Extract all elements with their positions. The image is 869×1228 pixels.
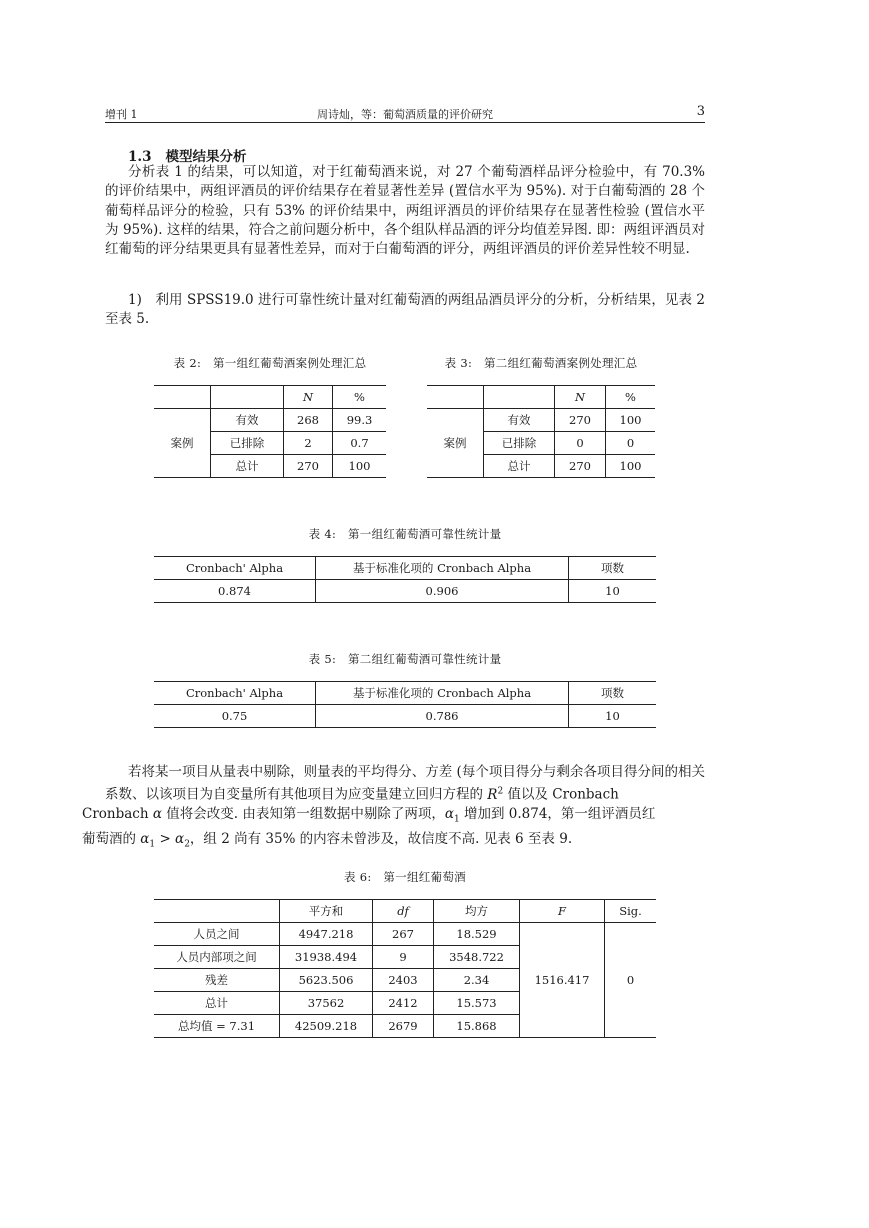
table6	[154, 899, 656, 1038]
table3-row-label: 总计	[484, 455, 555, 478]
table6-cell: 5623.506	[280, 969, 373, 992]
para3-line3b: 值将会改变. 由表知第一组数据中剔除了两项，	[161, 806, 445, 823]
table2-row-label: 已排除	[211, 432, 284, 455]
table5-header: 项数	[569, 682, 657, 705]
table4-cell: 0.874	[218, 584, 251, 598]
table5	[154, 681, 656, 728]
table5-caption: 表 5: 第二组红葡萄酒可靠性统计量	[308, 652, 502, 666]
table2-cell: 270	[284, 455, 333, 478]
table6-caption: 表 6: 第一组红葡萄酒	[344, 870, 466, 884]
table6-header: df	[373, 900, 434, 923]
table6-header: 均方	[434, 900, 520, 923]
table3-col-pct: %	[606, 386, 656, 409]
table2	[154, 385, 386, 478]
table4-header: Cronbach' Alpha	[185, 561, 284, 575]
table4-cell: 0.906	[316, 580, 569, 603]
table2-cell: 0.7	[333, 432, 387, 455]
table6-cell: 15.573	[434, 992, 520, 1015]
table6-sig-value: 0	[605, 923, 657, 1038]
paragraph-reliability	[82, 763, 705, 855]
table6-cell: 37562	[280, 992, 373, 1015]
table6-cell: 4947.218	[280, 923, 373, 946]
table3	[427, 385, 655, 478]
running-title: 周诗灿，等：葡萄酒质量的评价研究	[317, 108, 493, 121]
para3-line2a: 间的相关系数、以该项目为自变量所有其他项目为应变量建立回归方程的	[105, 764, 705, 803]
table6-cell: 9	[373, 946, 434, 969]
table6-cell: 31938.494	[280, 946, 373, 969]
section-heading	[128, 145, 261, 165]
para3-line3a: Cronbach	[82, 806, 153, 823]
table3-cell: 270	[555, 409, 606, 432]
table6-cell: 267	[373, 923, 434, 946]
table2-col-pct: %	[333, 386, 387, 409]
alpha1-symbol: $\alpha_1$	[444, 806, 460, 825]
table2-cell: 99.3	[333, 409, 387, 432]
r-squared-symbol: $R^2$	[487, 786, 504, 803]
table6-cell: 2679	[373, 1015, 434, 1038]
table4-caption: 表 4: 第一组红葡萄酒可靠性统计量	[308, 527, 502, 541]
table3-cell: 0	[555, 432, 606, 455]
table5-header: Cronbach' Alpha	[185, 686, 284, 700]
alpha-symbol: α	[152, 806, 162, 823]
table6-header: Sig.	[605, 900, 657, 923]
running-header	[105, 104, 705, 123]
table6-cell: 15.868	[434, 1015, 520, 1038]
table6-cell: 2.34	[434, 969, 520, 992]
table6-cell: 42509.218	[280, 1015, 373, 1038]
table3-caption: 表 3: 第二组红葡萄酒案例处理汇总	[444, 356, 638, 370]
table3-col-n: N	[555, 386, 606, 409]
para3-line3c: 增加到 0.874，第一组评酒员红	[459, 806, 656, 823]
para3-line1: 若将某一项目从量表中剔除，则量表的平均得分、方差 (每个项目得分与剩余各项目得分	[128, 764, 651, 780]
section-title: 模型结果分析	[165, 149, 247, 165]
table6-row-label: 人员内部项之间	[176, 950, 257, 964]
table6-header: 平方和	[280, 900, 373, 923]
table6-cell: 3548.722	[434, 946, 520, 969]
table2-row-label: 总计	[211, 455, 284, 478]
table4-header: 基于标准化项的 Cronbach Alpha	[316, 557, 569, 580]
table6-row-label: 总计	[205, 996, 228, 1010]
table3-cell: 0	[606, 432, 656, 455]
table4-header: 项数	[569, 557, 657, 580]
table6-header	[154, 900, 280, 923]
alpha-inequality: $\alpha_1 > \alpha_2$	[140, 831, 190, 850]
table5-cell: 0.75	[221, 709, 248, 723]
table2-col-n: N	[284, 386, 333, 409]
table3-row-label: 有效	[484, 409, 555, 432]
paragraph-spss: 1) 利用 SPSS19.0 进行可靠性统计量对红葡萄酒的两组品酒员评分的分析，分析结果，见表 2 至表 5.	[105, 292, 705, 328]
para3-line2b: 值以及 Cronbach	[503, 786, 619, 803]
section-number: 1.3	[128, 149, 152, 165]
table3-group-label: 案例	[443, 436, 467, 450]
table3-cell: 100	[606, 455, 656, 478]
table6-row-label: 人员之间	[193, 927, 240, 941]
table5-cell: 0.786	[316, 705, 569, 728]
table5-header: 基于标准化项的 Cronbach Alpha	[316, 682, 569, 705]
page-number: 3	[696, 104, 705, 119]
para3-line4b: ，组 2 尚有 35% 的内容未曾涉及，故信度不高. 见表 6 至表 9.	[189, 831, 573, 848]
issue-label: 增刊 1	[105, 108, 138, 121]
table6-header: F	[520, 900, 605, 923]
table6-cell: 2403	[373, 969, 434, 992]
table2-caption: 表 2: 第一组红葡萄酒案例处理汇总	[173, 356, 367, 370]
table6-row-label: 总均值 = 7.31	[177, 1019, 256, 1033]
table6-f-value: 1516.417	[520, 923, 605, 1038]
table3-row-label: 已排除	[484, 432, 555, 455]
table2-row-label: 有效	[211, 409, 284, 432]
table6-row-label: 残差	[205, 973, 228, 987]
table5-cell: 10	[569, 705, 657, 728]
table2-cell: 268	[284, 409, 333, 432]
table4	[154, 556, 656, 603]
table3-cell: 100	[606, 409, 656, 432]
table2-cell: 100	[333, 455, 387, 478]
para3-line4a: 葡萄酒的	[82, 831, 141, 848]
table6-cell: 2412	[373, 992, 434, 1015]
table2-cell: 2	[284, 432, 333, 455]
table6-cell: 18.529	[434, 923, 520, 946]
table3-cell: 270	[555, 455, 606, 478]
table4-cell: 10	[569, 580, 657, 603]
table2-group-label: 案例	[170, 436, 194, 450]
paragraph-analysis: 分析表 1 的结果，可以知道，对于红葡萄酒来说，对 27 个葡萄酒样品评分检验中，有 70.3% 的评价结果中，两组评酒员的评价结果存在着显著性差异 (置信水平为 95%). 对于白葡萄酒的 28 个葡萄样品评分的检验，只有 53% 的评价结果中，两组评酒员的评价结果存在显著性检验 (置信水平为 95%). 这样的结果，符合之前问题分析中，各个组队样品酒的评分均值差异图. 即：两组评酒员对红葡萄的评分结果更具有显著性差异，而对于白葡萄酒的评分，两组评酒员的评价差异性较不明显.	[105, 164, 705, 258]
